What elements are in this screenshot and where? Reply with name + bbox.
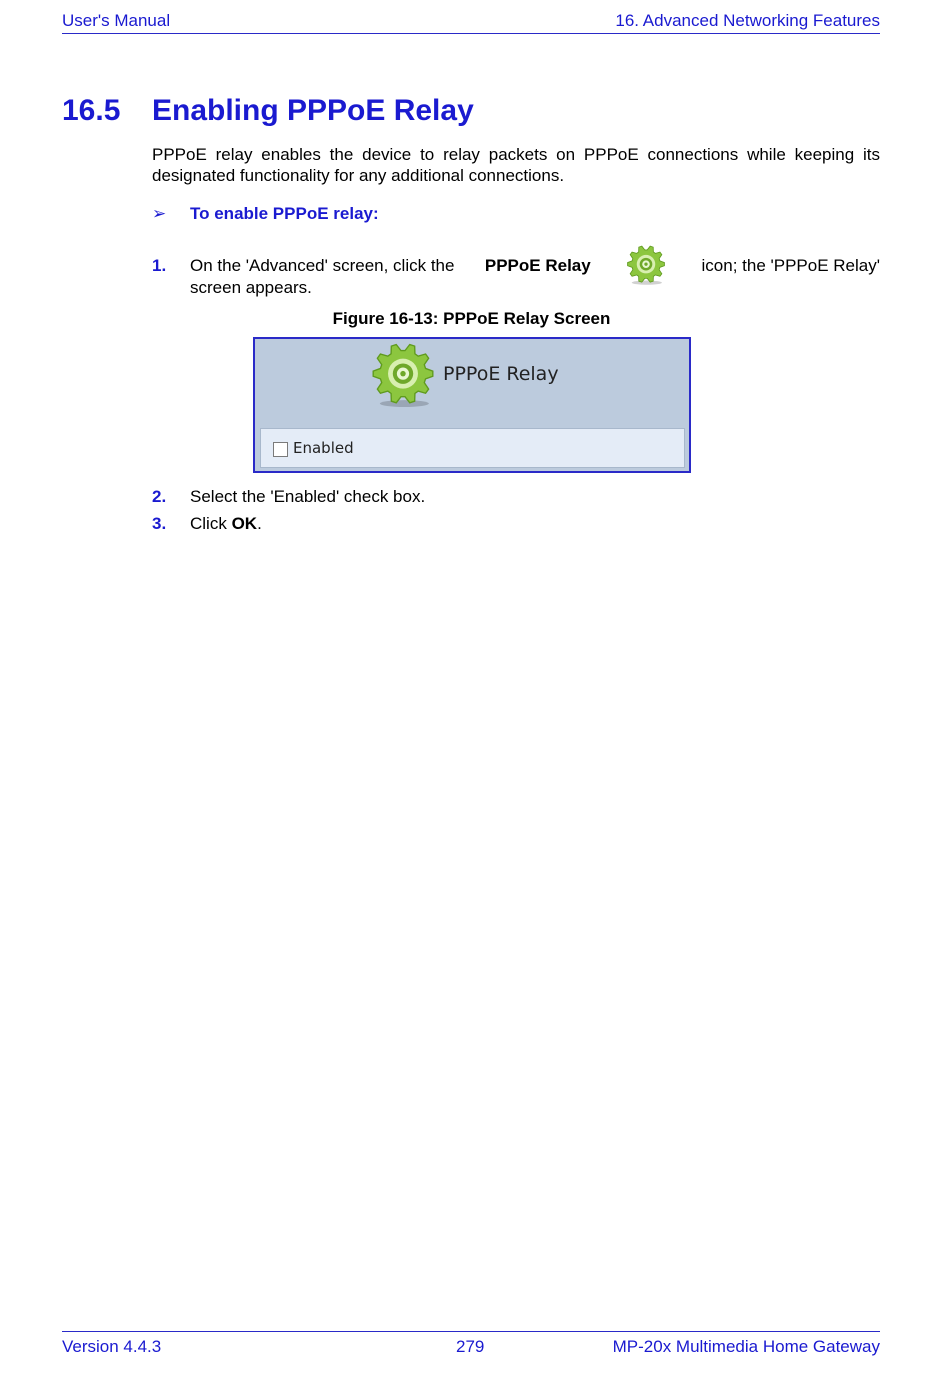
step-text: Select the 'Enabled' check box. bbox=[190, 487, 426, 506]
step-3 bbox=[152, 513, 880, 535]
section-title: Enabling PPPoE Relay bbox=[152, 94, 474, 127]
procedure-title: To enable PPPoE relay: bbox=[190, 204, 379, 223]
step-text-continued: screen appears. bbox=[190, 278, 312, 297]
procedure-heading bbox=[152, 204, 379, 224]
step-bold-text: PPPoE Relay bbox=[484, 256, 591, 275]
step-number: 3. bbox=[152, 514, 167, 533]
footer-version: Version 4.4.3 bbox=[62, 1337, 162, 1356]
screen-title: PPPoE Relay bbox=[443, 363, 559, 385]
pppoe-relay-screen bbox=[253, 337, 691, 473]
gear-icon bbox=[369, 341, 437, 409]
step-number: 2. bbox=[152, 487, 167, 506]
step-text-after: . bbox=[257, 514, 262, 533]
page-footer bbox=[62, 1331, 880, 1359]
intro-paragraph: PPPoE relay enables the device to relay packets on PPPoE connections while keeping its designated functionality for any additional connections. bbox=[152, 145, 880, 185]
step-text: On the 'Advanced' screen, click the bbox=[190, 256, 455, 275]
ok-bold-text: OK bbox=[231, 514, 258, 533]
section-heading bbox=[62, 94, 474, 128]
footer-page-number: 279 bbox=[456, 1337, 485, 1356]
step-text-after: icon; the 'PPPoE Relay' bbox=[701, 256, 880, 275]
step-number: 1. bbox=[152, 256, 167, 275]
header-chapter-title: 16. Advanced Networking Features bbox=[615, 11, 880, 30]
page-header bbox=[62, 10, 880, 34]
settings-panel bbox=[260, 428, 685, 468]
step-1 bbox=[152, 255, 880, 299]
header-manual-title: User's Manual bbox=[62, 11, 171, 30]
enabled-checkbox[interactable] bbox=[273, 442, 288, 457]
step-text: Click bbox=[190, 514, 232, 533]
figure-caption: Figure 16-13: PPPoE Relay Screen bbox=[332, 309, 611, 328]
step-2 bbox=[152, 486, 880, 508]
enabled-checkbox-label: Enabled bbox=[293, 439, 354, 457]
section-number: 16.5 bbox=[62, 94, 121, 127]
arrow-bullet-icon: ➢ bbox=[152, 204, 167, 223]
gear-icon bbox=[625, 244, 667, 286]
footer-product-name: MP-20x Multimedia Home Gateway bbox=[612, 1337, 880, 1356]
